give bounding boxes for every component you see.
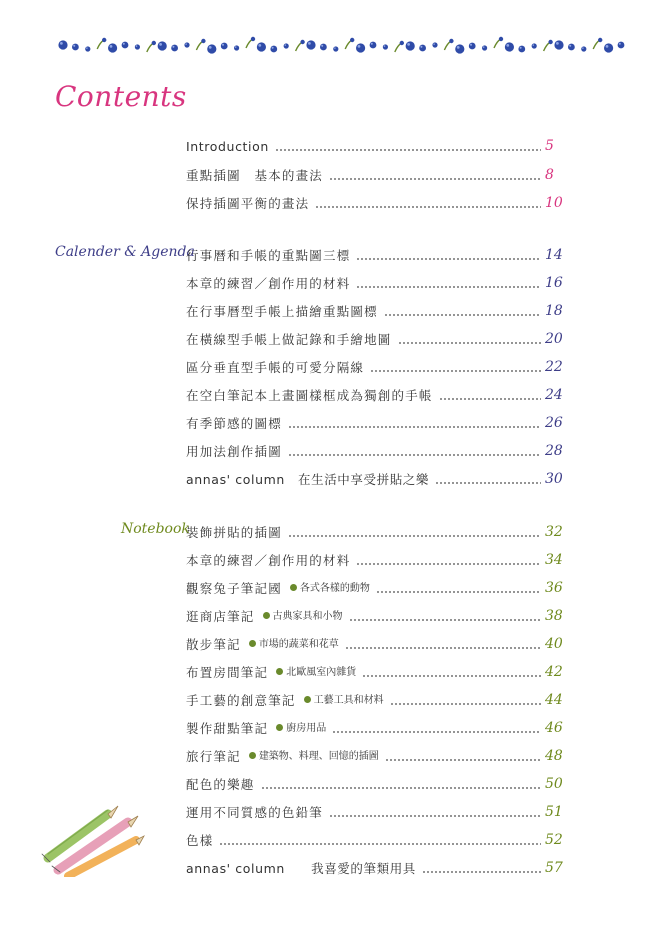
dotted-leader	[332, 731, 541, 733]
toc-entry[interactable]	[186, 194, 563, 212]
dotted-leader	[288, 535, 541, 537]
toc-entry[interactable]	[186, 607, 563, 625]
dotted-leader	[385, 759, 541, 761]
page-number: 32	[545, 524, 563, 540]
toc-entry-note-text: 建築物、料理、回憶的插圖	[258, 751, 379, 762]
toc-entry-title: annas' column 我喜愛的筆類用具	[186, 861, 416, 876]
toc-entry[interactable]	[186, 386, 563, 404]
dotted-leader	[329, 178, 541, 180]
toc-entry-note-text: 工藝工具和材料	[313, 695, 384, 706]
toc-entry-title: 手工藝的創意筆記	[186, 693, 296, 708]
page-number: 18	[545, 303, 563, 319]
dotted-leader	[370, 370, 541, 372]
toc-entry-title: 旅行筆記	[186, 749, 241, 764]
toc-entry-title: 行事曆和手帳的重點圖三標	[186, 248, 351, 263]
green-dot-icon	[290, 584, 297, 591]
toc-entry[interactable]	[186, 551, 563, 569]
toc-entry-title: 運用不同質感的色鉛筆	[186, 805, 324, 820]
page-number: 28	[545, 443, 563, 459]
dotted-leader	[315, 206, 541, 208]
toc-entry-note-text: 北歐風室內雜貨	[286, 667, 357, 678]
toc-entry-title: 配色的樂趣	[186, 777, 255, 792]
toc-entry[interactable]	[186, 579, 563, 597]
page-number: 34	[545, 552, 563, 568]
dotted-leader	[356, 563, 541, 565]
toc-entry-title: 區分垂直型手帳的可愛分隔線	[186, 360, 365, 375]
blueberry-border-decoration	[58, 33, 628, 63]
toc-entry-note	[249, 749, 379, 765]
toc-entry-title: 保持插圖平衡的畫法	[186, 196, 310, 211]
page-number: 51	[545, 804, 563, 820]
page-number: 50	[545, 776, 563, 792]
toc-entry[interactable]	[186, 747, 563, 765]
toc-entry[interactable]	[186, 859, 563, 877]
green-dot-icon	[249, 752, 256, 759]
toc-entry[interactable]	[186, 246, 563, 264]
toc-entry-title: 在空白筆記本上畫圖樣框成為獨創的手帳	[186, 388, 433, 403]
dotted-leader	[345, 647, 541, 649]
toc-entry[interactable]	[186, 523, 563, 541]
page-number: 52	[545, 832, 563, 848]
dotted-leader	[362, 675, 541, 677]
toc-entry-title: 本章的練習／創作用的材料	[186, 276, 351, 291]
toc-entry-title: 色樣	[186, 833, 214, 848]
toc-entry[interactable]	[186, 775, 563, 793]
dotted-leader	[219, 843, 541, 845]
toc-entry[interactable]	[186, 719, 563, 737]
dotted-leader	[384, 314, 541, 316]
page-title: Contents	[55, 80, 187, 113]
toc-entry-title: 在橫線型手帳上做記錄和手繪地圖	[186, 332, 392, 347]
toc-entry[interactable]	[186, 470, 563, 488]
page-number: 42	[545, 664, 563, 680]
green-dot-icon	[276, 724, 283, 731]
toc-entry-note	[276, 721, 326, 737]
toc-entry-note	[263, 609, 343, 625]
green-dot-icon	[304, 696, 311, 703]
colored-pencils-illustration	[38, 792, 148, 877]
dotted-leader	[356, 286, 541, 288]
toc-entry-title: 散步筆記	[186, 637, 241, 652]
toc-entry-title: 重點插圖 基本的畫法	[186, 168, 324, 183]
toc-entry-title: 製作甜點筆記	[186, 721, 269, 736]
dotted-leader	[422, 871, 541, 873]
dotted-leader	[390, 703, 541, 705]
page-number: 5	[545, 138, 554, 154]
toc-entry-title: 裝飾拼貼的插圖	[186, 525, 282, 540]
toc-entry-note-text: 各式各樣的動物	[299, 583, 370, 594]
toc-entry-title: 在行事曆型手帳上描繪重點圖標	[186, 304, 378, 319]
page-number: 44	[545, 692, 563, 708]
toc-entry-note-text: 古典家具和小物	[272, 611, 343, 622]
toc-entry[interactable]	[186, 166, 563, 184]
toc-entry[interactable]	[186, 635, 563, 653]
toc-entry[interactable]	[186, 691, 563, 709]
dotted-leader	[288, 426, 541, 428]
page-number: 48	[545, 748, 563, 764]
dotted-leader	[261, 787, 541, 789]
dotted-leader	[435, 482, 541, 484]
dotted-leader	[329, 815, 541, 817]
toc-entry-title: 有季節感的圖標	[186, 416, 282, 431]
toc-entry-note	[290, 581, 370, 597]
toc-entry[interactable]	[186, 358, 563, 376]
toc-entry[interactable]	[186, 831, 563, 849]
section-label-2: Notebook	[121, 521, 190, 537]
page-number: 8	[545, 167, 554, 183]
toc-entry[interactable]	[186, 274, 563, 292]
toc-entry[interactable]	[186, 442, 563, 460]
page-number: 38	[545, 608, 563, 624]
toc-entry[interactable]	[186, 414, 563, 432]
page-number: 26	[545, 415, 563, 431]
toc-entry-title: 布置房間筆記	[186, 665, 269, 680]
page-number: 46	[545, 720, 563, 736]
green-dot-icon	[249, 640, 256, 647]
green-dot-icon	[276, 668, 283, 675]
toc-entry-title: 觀察兔子筆記國	[186, 581, 282, 596]
page-number: 57	[545, 860, 563, 876]
toc-entry[interactable]	[186, 330, 563, 348]
toc-entry-title: 逛商店筆記	[186, 609, 255, 624]
section-label-1: Calender & Agenda	[55, 244, 195, 260]
page-number: 16	[545, 275, 563, 291]
page-number: 36	[545, 580, 563, 596]
dotted-leader	[288, 454, 541, 456]
page-number: 40	[545, 636, 563, 652]
page-number: 20	[545, 331, 563, 347]
toc-entry[interactable]	[186, 663, 563, 681]
toc-entry-note	[304, 693, 384, 709]
toc-entry-note-text: 市場的蔬菜和花草	[258, 639, 339, 650]
page-number: 30	[545, 471, 563, 487]
page-number: 14	[545, 247, 563, 263]
page-number: 24	[545, 387, 563, 403]
toc-entry-note-text: 廚房用品	[286, 723, 327, 734]
toc-entry[interactable]	[186, 302, 563, 320]
dotted-leader	[439, 398, 541, 400]
toc-entry[interactable]	[186, 137, 563, 155]
toc-entry-note	[276, 665, 356, 681]
dotted-leader	[398, 342, 541, 344]
toc-entry-title: 本章的練習／創作用的材料	[186, 553, 351, 568]
page-number: 10	[545, 195, 563, 211]
toc-entry-title: Introduction	[186, 139, 269, 154]
dotted-leader	[275, 149, 541, 151]
toc-entry-title: 用加法創作插圖	[186, 444, 282, 459]
toc-entry-title: annas' column 在生活中享受拼貼之樂	[186, 472, 430, 487]
page-number: 22	[545, 359, 563, 375]
toc-entry-note	[249, 637, 339, 653]
dotted-leader	[349, 619, 541, 621]
dotted-leader	[356, 258, 541, 260]
toc-entry[interactable]	[186, 803, 563, 821]
green-dot-icon	[263, 612, 270, 619]
dotted-leader	[376, 591, 541, 593]
